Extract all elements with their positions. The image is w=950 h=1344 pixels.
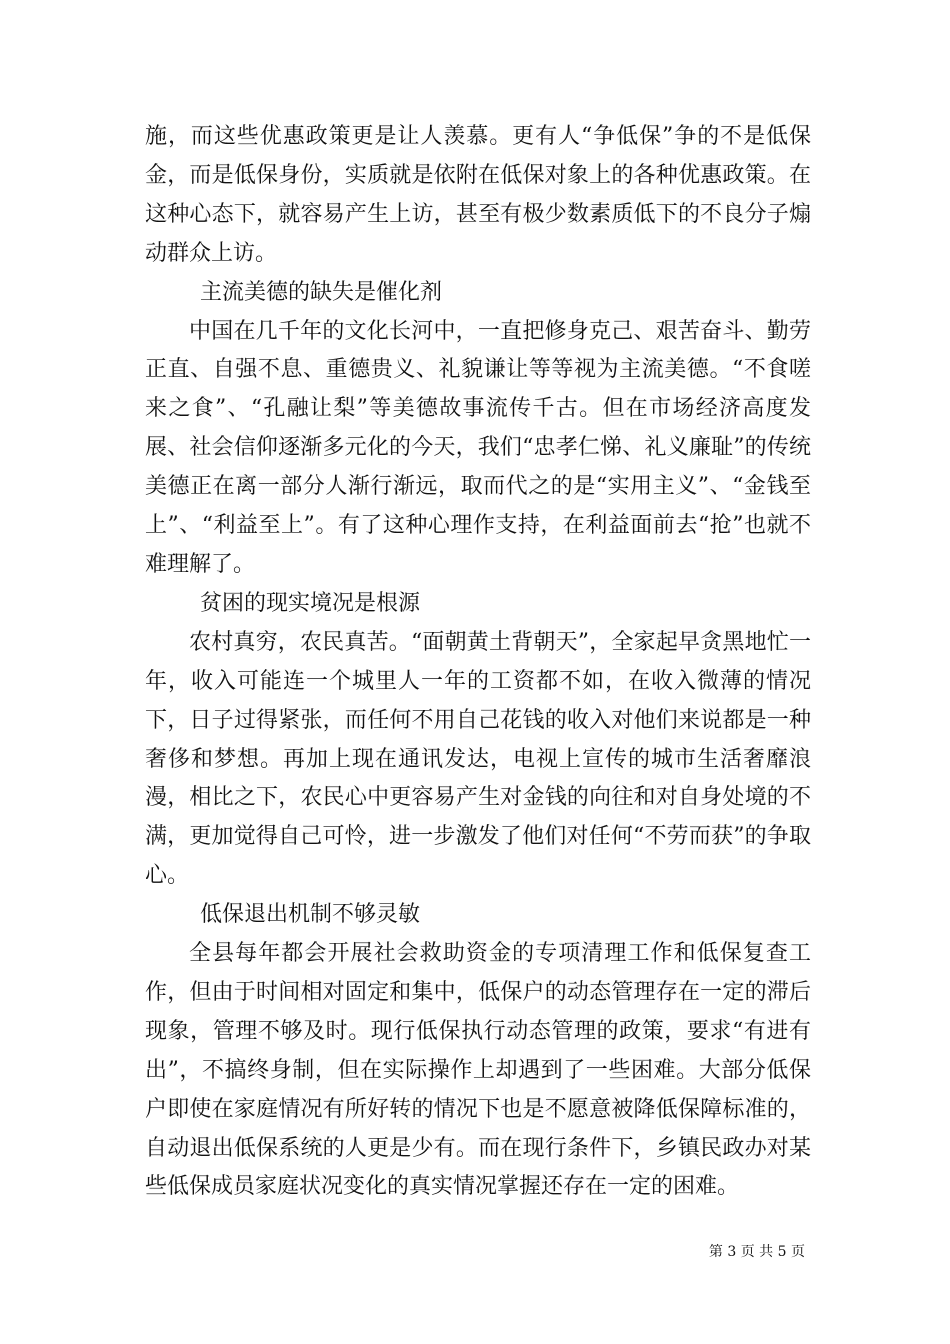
document-body xyxy=(145,118,811,1207)
section-heading-exit-mechanism: 低保退出机制不够灵敏 xyxy=(200,902,421,928)
paragraph-1: 施，而这些优惠政策更是让人羡慕。更有人“争低保”争的不是低保金，而是低保身份，实质就是依附在低保对象上的各种优惠政策。在这种心态下，就容易产生上访，甚至有极少数素质低下的不良分子煽动群众上访。 xyxy=(145,124,811,266)
paragraph-4: 全县每年都会开展社会救助资金的专项清理工作和低保复查工作，但由于时间相对固定和集中，低保户的动态管理存在一定的滞后现象，管理不够及时。现行低保执行动态管理的政策，要求“有进有出”，不搞终身制，但在实际操作上却遇到了一些困难。大部分低保户即使在家庭情况有所好转的情况下也是不愿意被降低保障标准的，自动退出低保系统的人更是少有。而在现行条件下，乡镇民政办对某些低保成员家庭状况变化的真实情况掌握还存在一定的困难。 xyxy=(145,941,811,1200)
paragraph-3: 农村真穷，农民真苦。“面朝黄土背朝天”，全家起早贪黑地忙一年，收入可能连一个城里人一年的工资都不如，在收入微薄的情况下，日子过得紧张，而任何不用自己花钱的收入对他们来说都是一种奢侈和梦想。再加上现在通讯发达，电视上宣传的城市生活奢靡浪漫，相比之下，农民心中更容易产生对金钱的向往和对自身处境的不满，更加觉得自己可怜，进一步激发了他们对任何“不劳而获”的争取心。 xyxy=(145,629,811,889)
section-heading-poverty: 贫困的现实境况是根源 xyxy=(200,590,421,616)
page-number: 第 3 页 共 5 页 xyxy=(708,1244,805,1260)
section-heading-moral: 主流美德的缺失是催化剂 xyxy=(200,279,443,305)
paragraph-2: 中国在几千年的文化长河中，一直把修身克己、艰苦奋斗、勤劳正直、自强不息、重德贵义、礼貌谦让等等视为主流美德。“不食嗟来之食”、“孔融让梨”等美德故事流传千古。但在市场经济高度发展、社会信仰逐渐多元化的今天，我们“忠孝仁悌、礼义廉耻”的传统美德正在离一部分人渐行渐远，取而代之的是“实用主义”、“金钱至上”、“利益至上”。有了这种心理作支持，在利益面前去“抢”也就不难理解了。 xyxy=(145,318,811,577)
